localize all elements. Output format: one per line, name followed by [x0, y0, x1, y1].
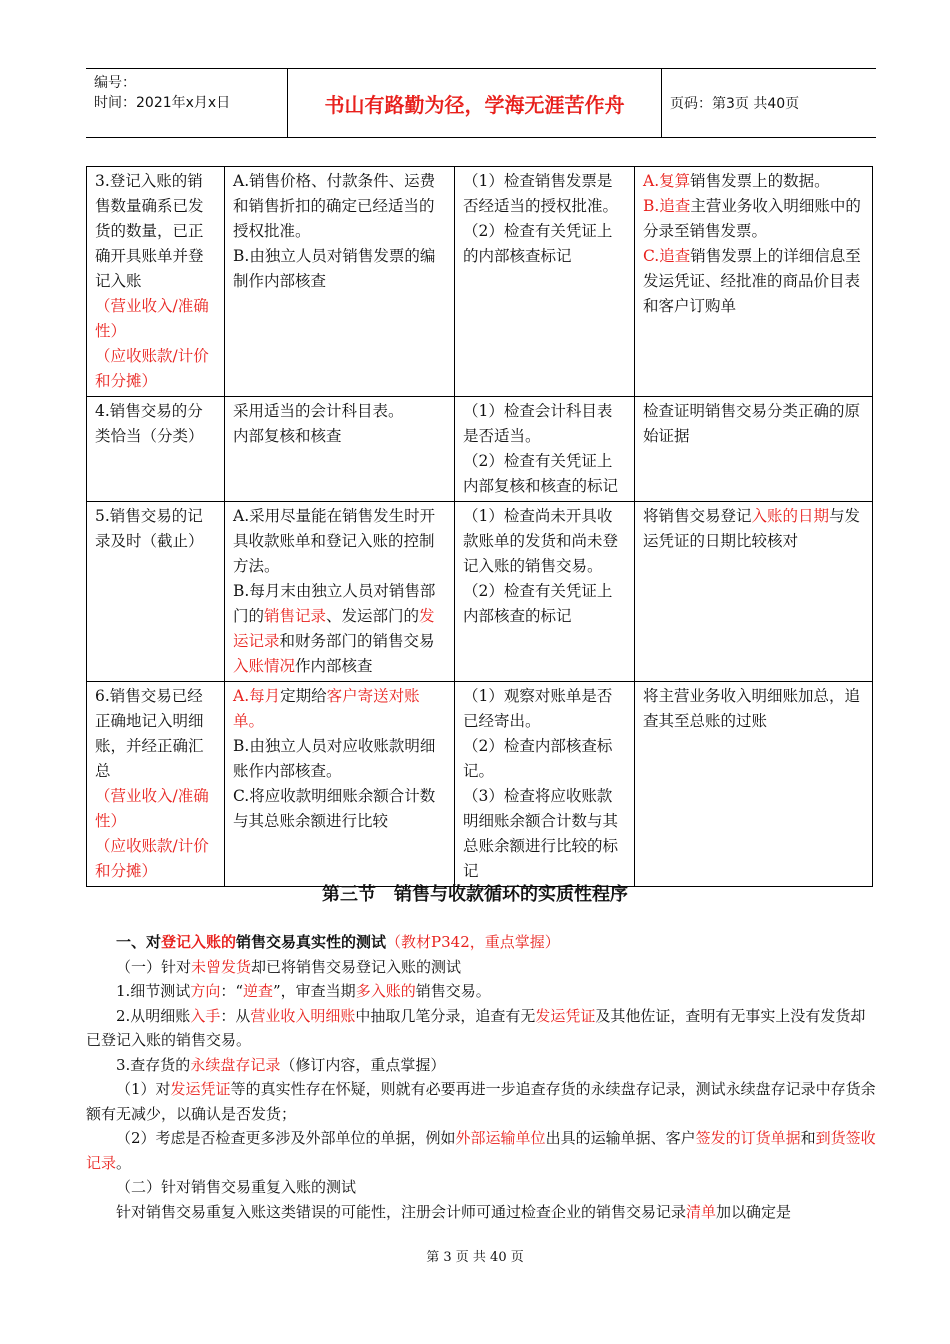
cell-text: 采用适当的会计科目表。 — [233, 402, 404, 420]
cell-text: （2）检查有关凭证上内部复核和核查的标记 — [463, 452, 619, 495]
highlight-text: 方向 — [190, 982, 221, 1000]
text: 等的真实性存在怀疑，则就有必要再进一步追查存货的永续盘存记录，测试永续盘存记录中存货余额有无减少，以确认是否发货； — [86, 1080, 876, 1123]
highlight-text: 发运凭证 — [535, 1006, 596, 1025]
paragraph — [86, 1200, 876, 1225]
table-row — [87, 502, 873, 682]
highlight-text: 清单 — [686, 1202, 717, 1221]
highlight-text: 登记入账的 — [161, 933, 237, 951]
highlight-text: 发运记录 — [233, 607, 435, 650]
cell-text: 5.销售交易的记录及时（截止） — [95, 507, 204, 550]
paragraph — [86, 979, 876, 1004]
highlight-text: A.每月 — [233, 687, 281, 705]
control-test-table — [86, 166, 873, 887]
highlight-text: 销售记录 — [264, 607, 327, 625]
highlight-text: 逆查 — [243, 982, 274, 1000]
cell-text: C.将应收款明细账余额合计数与其总账余额进行比较 — [233, 787, 436, 830]
text: 3.查存货的 — [116, 1055, 191, 1074]
highlight-text: 未曾发货 — [191, 957, 252, 976]
text: （1）对 — [116, 1080, 171, 1098]
paragraph: （二）针对销售交易重复入账的测试 — [116, 1178, 357, 1196]
highlight-text: 发运凭证 — [170, 1080, 231, 1098]
text: 及其他佐证，查明有无事实上没有发货却已登记入账的销售交易。 — [86, 1006, 866, 1049]
text: 和 — [800, 1129, 816, 1147]
cell-text: 将销售交易登记 — [643, 507, 752, 525]
cell-text: （1）检查销售发票是否经适当的授权批准。 — [463, 172, 619, 215]
cell-text: （2）检查有关凭证上内部核查的标记 — [463, 582, 613, 625]
table-cell — [455, 502, 635, 682]
cell-text: B.由独立人员对应收账款明细账作内部核查。 — [233, 737, 436, 780]
assertion-note: （营业收入/准确性） — [95, 787, 209, 830]
cell-text: 4.销售交易的分类恰当（分类） — [95, 402, 204, 445]
cell-text: （1）检查尚未开具收款账单的发货和尚未登记入账的销售交易。 — [463, 507, 619, 575]
cell-text: A.销售价格、付款条件、运费和销售折扣的确定已经适当的授权批准。 — [233, 172, 436, 240]
cell-text: （2）检查有关凭证上的内部核查标记 — [463, 222, 613, 265]
highlight-text: 入账的日期 — [751, 507, 830, 525]
table-cell — [87, 502, 225, 682]
table-cell — [455, 167, 635, 397]
cell-text: 内部复核和核查 — [233, 427, 342, 445]
cell-text: （1）检查会计科目表是否适当。 — [463, 402, 613, 445]
cell-text: 将主营业务收入明细账加总，追查其至总账的过账 — [643, 687, 861, 730]
time-label: 时间：2021年x月x日 — [94, 95, 231, 111]
text: 却已将销售交易登记入账的测试 — [251, 957, 462, 976]
paragraph — [86, 1126, 876, 1175]
paragraph — [86, 1004, 876, 1053]
header-motto: 书山有路勤为径，学海无涯苦作舟 — [287, 69, 662, 137]
table-cell — [635, 167, 873, 397]
assertion-note: （应收账款/计价和分摊） — [95, 347, 209, 390]
text: 1.细节测试 — [116, 982, 191, 1000]
table-row — [87, 397, 873, 502]
text: （一）针对 — [116, 957, 192, 976]
highlight-text: 营业收入明细账 — [250, 1006, 356, 1025]
cell-text: 主营业务收入明细账中的分录至销售发票。 — [643, 197, 861, 240]
table-cell — [635, 397, 873, 502]
table-cell — [635, 502, 873, 682]
table-cell — [87, 167, 225, 397]
cell-text: 定期给 — [280, 687, 327, 705]
table-cell — [455, 397, 635, 502]
text: 针对销售交易重复入账这类错误的可能性，注册会计师可通过检查企业的销售交易记录 — [116, 1202, 687, 1221]
text: 销售交易。 — [415, 982, 491, 1000]
assertion-note: （营业收入/准确性） — [95, 297, 209, 340]
text: 一、对 — [116, 933, 162, 951]
text: （修订内容，重点掌握） — [280, 1055, 446, 1074]
cell-text: （3）检查将应收账款明细账余额合计数与其总账余额进行比较的标记 — [463, 787, 619, 880]
text: 出具的运输单据、客户 — [545, 1129, 696, 1147]
highlight-text: 签发的订货单据 — [695, 1129, 801, 1147]
cell-text: （1）观察对账单是否已经寄出。 — [463, 687, 613, 730]
cell-text: 销售发票上的详细信息至发运凭证、经批准的商品价目表和客户订购单 — [643, 247, 861, 315]
table-row — [87, 682, 873, 887]
table-cell — [225, 397, 455, 502]
text: ”，审查当期 — [273, 982, 356, 1000]
highlight-text: 客户寄送对账单。 — [233, 687, 420, 730]
highlight-text: 永续盘存记录 — [190, 1055, 281, 1074]
highlight-text: 外部运输单位 — [455, 1129, 546, 1147]
body-text — [86, 930, 876, 1224]
table-cell — [87, 682, 225, 887]
text: 2.从明细账 — [116, 1006, 191, 1025]
header-page-number: 页码：第3页 共40页 — [670, 96, 800, 112]
highlight-text: 到货签收记录 — [86, 1129, 876, 1172]
highlight-text: 入账情况 — [233, 657, 296, 675]
paragraph — [86, 1053, 876, 1078]
text: ：“ — [220, 982, 243, 1000]
text: 。 — [116, 1153, 132, 1172]
highlight-text: A.复算 — [643, 172, 691, 190]
text: （2）考虑是否检查更多涉及外部单位的单据，例如 — [116, 1129, 456, 1147]
text: ：从 — [220, 1006, 251, 1025]
cell-text: 作内部核查 — [295, 657, 373, 675]
paragraph — [86, 1077, 876, 1126]
page-footer: 第 3 页 共 40 页 — [426, 1250, 524, 1265]
cell-text: 检查证明销售交易分类正确的原始证据 — [643, 402, 861, 445]
table-cell — [225, 682, 455, 887]
highlight-text: C.追查 — [643, 247, 691, 265]
highlight-text: B.追查 — [643, 197, 691, 215]
header-meta — [94, 73, 289, 113]
page-header — [86, 68, 876, 138]
assertion-note: （应收账款/计价和分摊） — [95, 837, 209, 880]
table-cell — [635, 682, 873, 887]
paragraph — [86, 955, 876, 980]
table-cell — [455, 682, 635, 887]
table-cell — [225, 502, 455, 682]
cell-text: 6.销售交易已经正确地记入明细账，并经正确汇总 — [95, 687, 204, 780]
cell-text: 与发运凭证的日期比较核对 — [643, 507, 861, 550]
cell-text: 、发运部门的 — [326, 607, 420, 625]
cell-text: B.每月末由独立人员对销售部门的 — [233, 582, 436, 625]
cell-text: B.由独立人员对销售发票的编制作内部核查 — [233, 247, 436, 290]
table-cell — [225, 167, 455, 397]
heading-1 — [86, 930, 876, 955]
number-label: 编号： — [94, 75, 136, 91]
highlight-text: （教材P342，重点掌握） — [386, 933, 560, 951]
table-cell — [87, 397, 225, 502]
text: 销售交易真实性的测试 — [236, 933, 387, 951]
highlight-text: 多入账的 — [355, 982, 416, 1000]
cell-text: A.采用尽量能在销售发生时开具收款账单和登记入账的控制方法。 — [233, 507, 436, 575]
text: 加以确定是 — [716, 1202, 792, 1221]
cell-text: 销售发票上的数据。 — [690, 172, 830, 190]
cell-text: 3.登记入账的销售数量确系已发货的数量，已正确开具账单并登记入账 — [95, 172, 204, 290]
section-title: 第三节 销售与收款循环的实质性程序 — [322, 884, 628, 905]
text: 中抽取几笔分录，追查有无 — [355, 1006, 536, 1025]
highlight-text: 入手 — [190, 1006, 221, 1025]
table-row — [87, 167, 873, 397]
cell-text: 和财务部门的销售交易 — [279, 632, 435, 650]
cell-text: （2）检查内部核查标记。 — [463, 737, 613, 780]
